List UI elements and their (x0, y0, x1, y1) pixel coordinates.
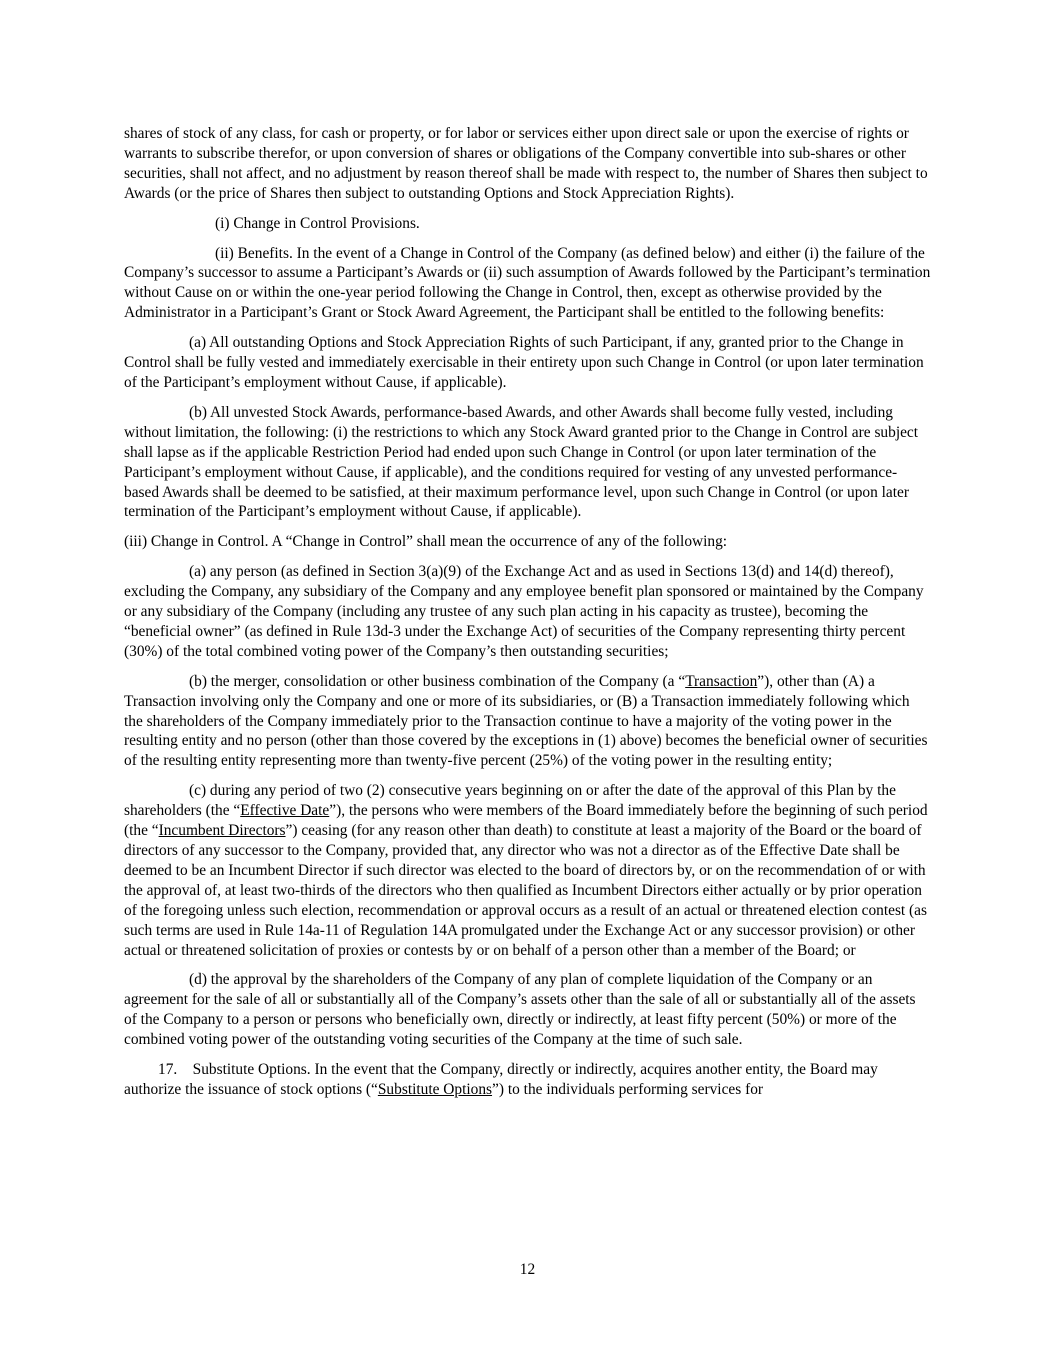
paragraph-substitute-options (124, 1060, 932, 1100)
page-number: 12 (519, 1261, 536, 1278)
defined-term-transaction: Transaction (685, 672, 758, 690)
paragraph-definition-a: (a) any person (as defined in Section 3(a)(9) of the Exchange Act and as used in Sections 13(d) and 14(d) thereof), excluding the Company, any subsidiary of the Company and any employee benefit plan sponsored or maintained by the Company or any subsidiary of the Company (including any trustee of any such plan acting in his capacity as trustee), becoming the “beneficial owner” (as defined in Rule 13d-3 under the Exchange Act) of securities of the Company representing thirty percent (30%) of the total combined voting power of the Company’s then outstanding securities; (124, 563, 924, 660)
paragraph-shares-adjustment: shares of stock of any class, for cash or property, or for labor or services either upon direct sale or upon the exercise of rights or warrants to subscribe therefor, or upon conversion of shares or obligations of the Company convertible into sub-shares or other securities, shall not affect, and no adjustment by reason thereof shall be made with respect to, the number of Shares then subject to Awards (or the price of Shares then subject to outstanding Options and Stock Appreciation Rights). (124, 125, 928, 202)
paragraph-benefits: (ii) Benefits. In the event of a Change in Control of the Company (as defined below) and either (i) the failure of the Company’s successor to assume a Participant’s Awards or (ii) such assumption of Awards followed by the Participant’s termination without Cause on or within the one-year period following the Change in Control, then, except as otherwise provided by the Administrator in a Participant’s Grant or Stock Award Agreement, the Participant shall be entitled to the following benefits: (124, 244, 931, 322)
text-segment: ”), other than (A) a Transaction involving only the Company and one or more of its subsidiaries, or (B) a Transaction immediately following which the shareholders of the Company immediately prior to the Transaction continue to have a majority of the voting power in the resulting entity and no person (other than those covered by the exceptions in (1) above) becomes the beneficial owner of securities of the resulting entity representing more than twenty-five percent (25%) of the voting power in the resulting entity; (124, 672, 928, 770)
text-segment: ”) ceasing (for any reason other than death) to constitute at least a majority of the Board or the board of directors of any successor to the Company, provided that, any director who was not a director as of the Effective Date shall be deemed to be an Incumbent Director if such director was elected to the board of directors by, or on the recommendation of or with the approval of, at least two-thirds of the directors who then qualified as Incumbent Directors either actually or by prior operation of the foregoing unless such election, recommendation or approval occurs as a result of an actual or threatened election contest (as such terms are used in Rule 14a-11 of Regulation 14A promulgated under the Exchange Act or any successor provision) or other actual or threatened solicitation of proxies or contests by or on behalf of a person other than a member of the Board; or (124, 822, 928, 959)
section-number: 17. (158, 1061, 178, 1079)
paragraph-definition-d: (d) the approval by the shareholders of the Company of any plan of complete liquidation of the Company or an agreement for the sale of all or substantially all of the Company’s assets other than the sale of all or substantially all of the assets of the Company to a person or persons who beneficially own, directly or indirectly, at least fifty percent (50%) or more of the combined voting power of the outstanding voting securities of the Company at the time of such sale. (124, 971, 916, 1049)
paragraph-benefit-a: (a) All outstanding Options and Stock Appreciation Rights of such Participant, if any, granted prior to the Change in Control shall be fully vested and immediately exercisable in their entirety upon such Change in Control (or upon later termination of the Participant’s employment without Cause, if applicable). (124, 334, 924, 391)
text-segment: (b) the merger, consolidation or other business combination of the Company (a “ (189, 672, 686, 690)
text-segment: (c) during any period of two (2) consecutive years beginning on or after the date of the approval of this Plan by the shareholders (the “ (124, 782, 896, 820)
defined-term-incumbent-directors: Incumbent Directors (158, 822, 286, 840)
text-segment: ”), the persons who were members of the Board immediately before the beginning of such period (the “ (124, 802, 928, 840)
document-page (124, 124, 932, 1110)
paragraph-definition-c (124, 781, 932, 960)
paragraph-definition-b (124, 672, 932, 772)
defined-term-substitute-options: Substitute Options (377, 1080, 493, 1098)
defined-term-effective-date: Effective Date (240, 802, 330, 820)
paragraph-benefit-b: (b) All unvested Stock Awards, performance-based Awards, and other Awards shall become fully vested, including without limitation, the following: (i) the restrictions to which any Stock Award granted prior to the Change in Control are subject shall lapse as if the applicable Restriction Period had ended upon such Change in Control (or upon later termination of the Participant’s employment without Cause, if applicable), and the conditions required for vesting of any unvested performance-based Awards shall be deemed to be satisfied, at their maximum performance level, upon such Change in Control (or upon later termination of the Participant’s employment without Cause, if applicable). (124, 403, 919, 521)
text-segment: ”) to the individuals performing services for (492, 1080, 764, 1098)
text-segment: Substitute Options. In the event that the Company, directly or indirectly, acquires another entity, the Board may authorize the issuance of stock options (“ (124, 1061, 878, 1098)
paragraph-change-in-control-definition: (iii) Change in Control. A “Change in Control” shall mean the occurrence of any of the following: (124, 533, 728, 551)
paragraph-change-in-control-provisions: (i) Change in Control Provisions. (215, 214, 420, 232)
